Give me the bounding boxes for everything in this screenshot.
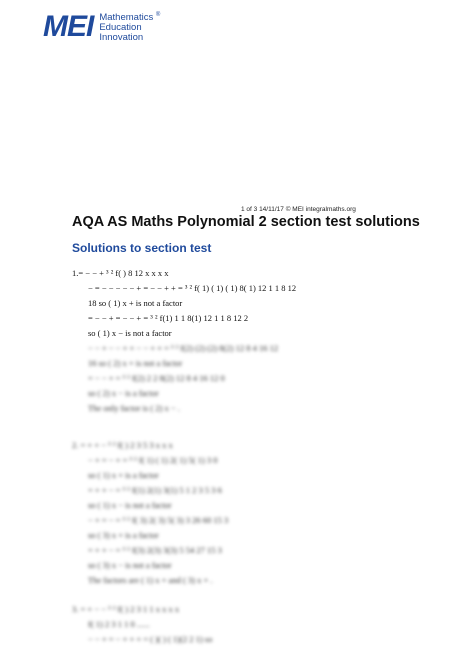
q2-line-6: − + = − = ³ ² f( 3) 2( 3) 5( 3) 3 26 60 15 3 — [88, 515, 229, 525]
q2-line-4: = + + − = ³ ² f(1) 2(1) 3(1) 5 1 2 3 5 3 6 — [88, 485, 222, 495]
q1-line-4: = − − + = − − + = ³ ² f(1) 1 1 8(1) 12 1 1 8 12 2 — [88, 313, 249, 323]
q2-line-8: = + + − = ³ ² f(3) 2(3) 3(3) 5 54 27 15 3 — [88, 545, 222, 555]
q2-line-3: so ( 1) x + is a factor — [88, 470, 159, 480]
q2-line-7: so ( 3) x + is a factor — [88, 530, 159, 540]
section-subtitle: Solutions to section test — [72, 241, 212, 255]
q2-line-9: so ( 3) x − is not a factor — [88, 560, 172, 570]
q3-line-2: f( 1) 2 3 1 1 0 ...... — [88, 619, 150, 629]
q1-line-5: so ( 1) x − is not a factor — [88, 328, 172, 338]
q1-line-8: = − − + = ³ ² f(2) 2 2 8(2) 12 8 4 16 12 0 — [88, 373, 225, 383]
q1-line-3: 18 so ( 1) x + is not a factor — [88, 298, 183, 308]
q2-line-10: The factors are ( 1) x + and ( 3) x + . — [88, 575, 213, 585]
mei-logo — [43, 10, 160, 43]
q1-line-1: 1.= − − + ³ ² f( ) 8 12 x x x x — [72, 268, 169, 278]
q2-line-2: − + = − + = ³ ² f( 1) ( 1) 2( 1) 5( 1) 3 0 — [88, 455, 218, 465]
logo-line-education: Education — [99, 22, 142, 34]
logo-line-innovation: Innovation — [99, 32, 144, 44]
q1-line-2: − = − − − − − + = − − + + = ³ ² f( 1) ( 1) ( 1) 8( 1) 12 1 1 8 12 — [88, 283, 297, 293]
q1-line-6: − − + − − + + − − + + = ³ ² f(2) (2) (2) 8(2) 12 8 4 16 12 — [88, 343, 279, 353]
q1-line-7: 16 so ( 2) x + is not a factor — [88, 358, 183, 368]
q3-line-3: − − + = − + + + = ( )( ) ( 1)(2 2 1) so — [88, 634, 213, 644]
logo-words — [99, 10, 160, 43]
logo-line-mathematics: Mathematics ® — [99, 12, 161, 24]
page-meta: 1 of 3 14/11/17 © MEI integralmaths.org — [241, 206, 356, 213]
q2-line-5: so ( 1) x − is not a factor — [88, 500, 172, 510]
logo-mark: MEI — [43, 9, 94, 43]
q1-line-9: so ( 2) x − is a factor — [88, 388, 159, 398]
q3-line-1: 3. = + − − ³ ² f( ) 2 3 1 1 x x x x — [72, 604, 180, 614]
page-title: AQA AS Maths Polynomial 2 section test solutions — [72, 214, 420, 230]
q2-line-1: 2. = + + − ³ ² f( ) 2 3 5 3 x x x — [72, 440, 173, 450]
q1-line-10: The only factor is ( 2) x − . — [88, 403, 180, 413]
